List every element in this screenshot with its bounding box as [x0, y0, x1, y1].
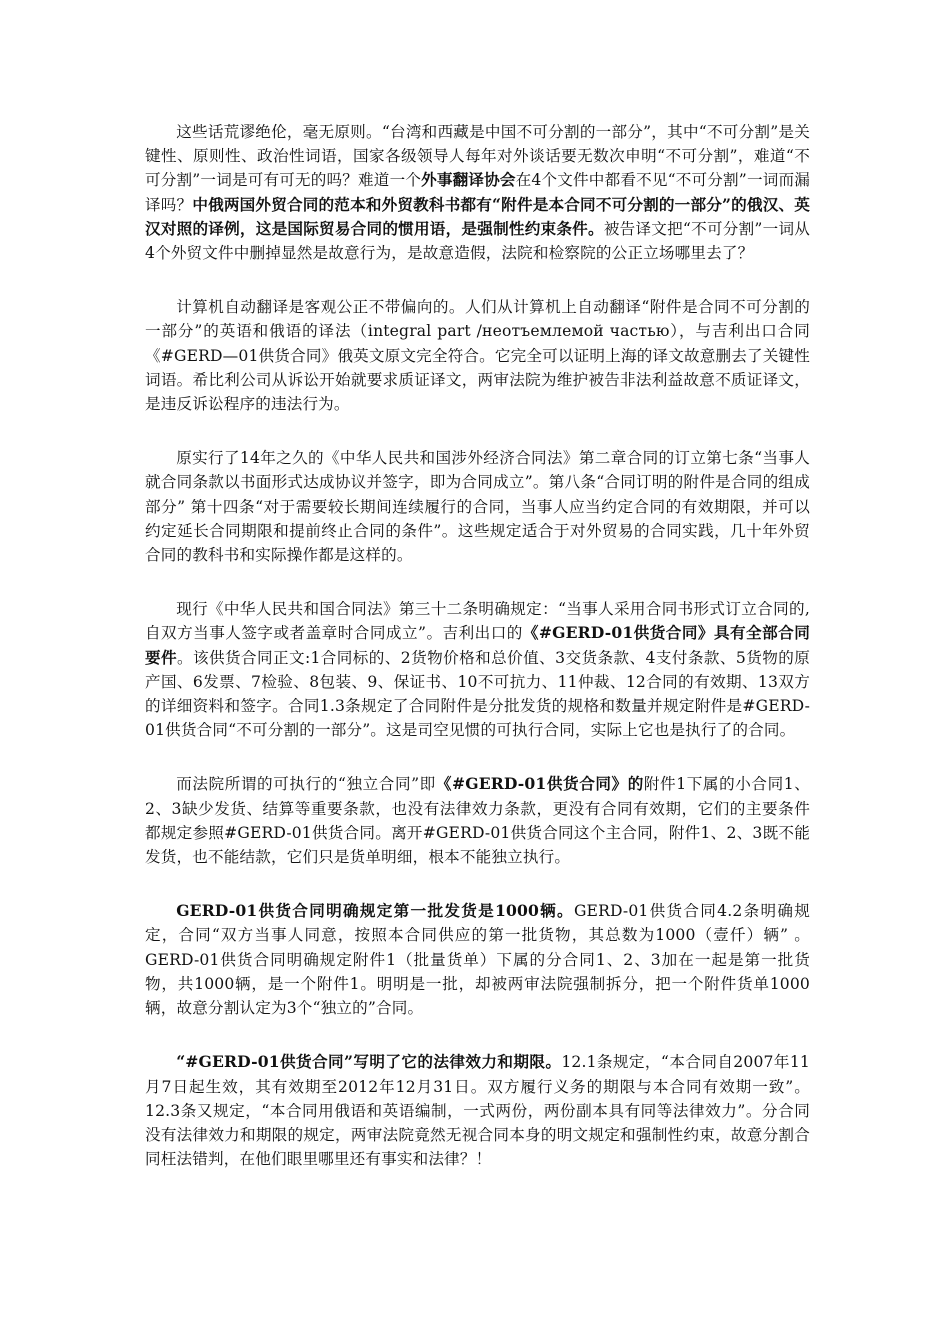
bold-text-run: 《#GERD-01供货合同》的 [435, 774, 644, 794]
text-run: 计算机自动翻译是客观公正不带偏向的。人们从计算机上自动翻译“附件是合同不可分割的一部分”的英语和俄语的译法（integral part /неотъемлемой частью），与吉利出口合同《#GERD—01供货合同》俄英文原文完全符合。它完全可以证明上海的译文故意删去了关键性词语。希比利公司从诉讼开始就要求质证译文，两审法院为维护被告非法利益故意不质证译文，是违反诉讼程序的违法行为。 [145, 298, 810, 414]
text-run: 原实行了14年之久的《中华人民共和国涉外经济合同法》第二章合同的订立第七条“当事人就合同条款以书面形式达成协议并签字，即为合同成立”。第八条“合同订明的附件是合同的组成部分” 第十四条“对于需要较长期间连续履行的合同，当事人应当约定合同的有效期限，并可以约定延长合同期限和提前终止合同的条件”。这些规定适合于对外贸易的合同实践，几十年外贸合同的教科书和实际操作都是这样的。 [145, 449, 810, 565]
bold-text-run: GERD-01供货合同明确规定第一批发货是1000辆。 [176, 901, 574, 921]
paragraph-3 [145, 446, 810, 567]
bold-text-run: 中俄两国外贸合同的范本和外贸教科书都有“附件是本合同不可分割的一部分”的俄汉、英汉对照的译例，这是国际贸易合同的惯用语，是强制性约束条件。 [145, 194, 810, 238]
text-run: GERD-01供货合同4.2条明确规定，合同“双方当事人同意，按照本合同供应的第一批货物，其总数为1000（壹仟）辆” 。GERD-01供货合同明确规定附件1（批量货单）下属的分合同1、2、3加在一起是第一批货物，共1000辆，是一个附件1。明明是一批，却被两审法院强制拆分，把一个附件货单1000辆，故意分割认定为3个“独立的”合同。 [145, 902, 810, 1018]
text-run: 。该供货合同正文:1合同标的、2货物价格和总价值、3交货条款、4支付条款、5货物的原产国、6发票、7检验、8包装、9、保证书、10不可抗力、11仲裁、12合同的有效期、13双方的详细资料和签字。合同1.3条规定了合同附件是分批发货的规格和数量并规定附件是#GERD-01供货合同“不可分割的一部分”。这是司空见惯的可执行合同，实际上它也是执行了的合同。 [145, 648, 810, 740]
paragraph-4 [145, 597, 810, 742]
paragraph-5 [145, 772, 810, 869]
document-body [145, 120, 810, 1201]
text-run: 12.1条规定，“本合同自2007年11月7日起生效，其有效期至2012年12月31日。双方履行义务的期限与本合同有效期一致”。12.3条又规定，“本合同用俄语和英语编制，一式两份，两份副本具有同等法律效力”。分合同没有法律效力和期限的规定，两审法院竟然无视合同本身的明文规定和强制性约束，故意分割合同枉法错判，在他们眼里哪里还有事实和法律？！ [145, 1053, 810, 1169]
paragraph-1 [145, 120, 810, 265]
paragraph-7 [145, 1050, 810, 1171]
paragraph-2 [145, 295, 810, 416]
bold-text-run: “#GERD-01供货合同”写明了它的法律效力和期限。 [176, 1052, 562, 1072]
text-run: 这些话荒谬绝伦，毫无原则。“台湾和西藏是中国不可分割的一部分”，其中“不可分割”是关键性、原则性、政治性词语，国家各级领导人每年对外谈话要无数次申明“不可分割”，难道“不可分割”一词是可有可无的吗？难道一个 [145, 123, 810, 190]
text-run: 而法院所谓的可执行的“独立合同”即 [176, 775, 436, 794]
text-run: 附件1下属的小合同1、2、3缺少发货、结算等重要条款，也没有法律效力条款，更没有合同有效期，它们的主要条件都规定参照#GERD-01供货合同。离开#GERD-01供货合同这个主合同，附件1、2、3既不能发货，也不能结款，它们只是货单明细，根本不能独立执行。 [145, 775, 810, 867]
bold-text-run: 外事翻译协会 [421, 170, 516, 190]
bold-text-run: 《#GERD-01供货合同》具有全部合同要件 [145, 623, 810, 667]
paragraph-6 [145, 899, 810, 1020]
text-run: 在4个文件中都看不见“不可分割”一词而漏译吗？ [145, 171, 810, 214]
text-run: 现行《中华人民共和国合同法》第三十二条明确规定：“当事人采用合同书形式订立合同的,自双方当事人签字或者盖章时合同成立”。吉利出口的 [145, 600, 810, 643]
text-run: 被告译文把“不可分割”一词从4个外贸文件中删掉显然是故意行为，是故意造假，法院和检察院的公正立场哪里去了？ [145, 219, 811, 263]
